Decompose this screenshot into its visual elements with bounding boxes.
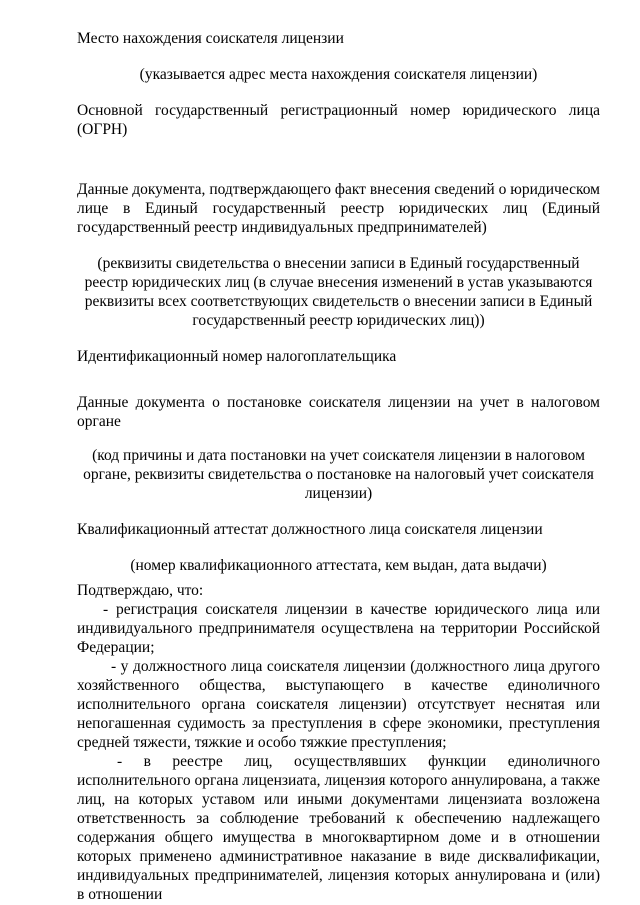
qualification-certificate-label: Квалификационный аттестат должностного лица соискателя лицензии	[77, 521, 543, 538]
inn-label: Идентификационный номер налогоплательщика	[77, 348, 397, 365]
egrul-document-hint: (реквизиты свидетельства о внесении записи в Единый государственный реестр юридических лиц (в случае внесения изменений в устав указываются реквизиты всех соответствующих свидетельств о внесении записи в Единый государственный реестр юридических лиц))	[84, 255, 593, 329]
confirm-item-registry: - в реестре лиц, осуществлявших функции единоличного исполнительного органа лицензиата, лицензия которого аннулирована, а также лиц, на которых уставом или иными документами лицензиата возложена ответственность за соблюдение требований к обеспечению надлежащего содержания общего имущества в многоквартирном доме и в отношении которых применено административное наказание в виде дисквалификации, индивидуальных предпринимателей, лицензия которых аннулирована и (или) в отношении	[77, 753, 600, 903]
applicant-location-hint: (указывается адрес места нахождения соискателя лицензии)	[139, 66, 538, 83]
confirm-item-criminal-record: - у должностного лица соискателя лицензии (должностного лица другого хозяйственного общества, выступающего в качестве единоличного исполнительного органа соискателя лицензии) отсутствует неснятая или непогашенная судимость за преступления в сфере экономики, преступления средней тяжести, тяжкие и особо тяжкие преступления;	[77, 658, 600, 751]
ogrn-label: Основной государственный регистрационный номер юридического лица (ОГРН)	[77, 102, 600, 138]
applicant-location-label: Место нахождения соискателя лицензии	[77, 30, 344, 47]
egrul-document-label: Данные документа, подтверждающего факт внесения сведений о юридическом лице в Единый государственный реестр юридических лиц (Единый государственный реестр индивидуальных предпринимателей)	[77, 181, 600, 236]
confirm-heading: Подтверждаю, что:	[77, 582, 204, 599]
qualification-certificate-hint: (номер квалификационного аттестата, кем выдан, дата выдачи)	[130, 557, 547, 574]
tax-registration-label: Данные документа о постановке соискателя лицензии на учет в налоговом органе	[77, 394, 600, 430]
confirm-item-registration: - регистрация соискателя лицензии в качестве юридического лица или индивидуального предпринимателя осуществлена на территории Российской Федерации;	[77, 601, 600, 656]
tax-registration-hint: (код причины и дата постановки на учет соискателя лицензии в налоговом органе, реквизиты свидетельства о постановке на налоговый учет соискателя лицензии)	[83, 447, 594, 502]
